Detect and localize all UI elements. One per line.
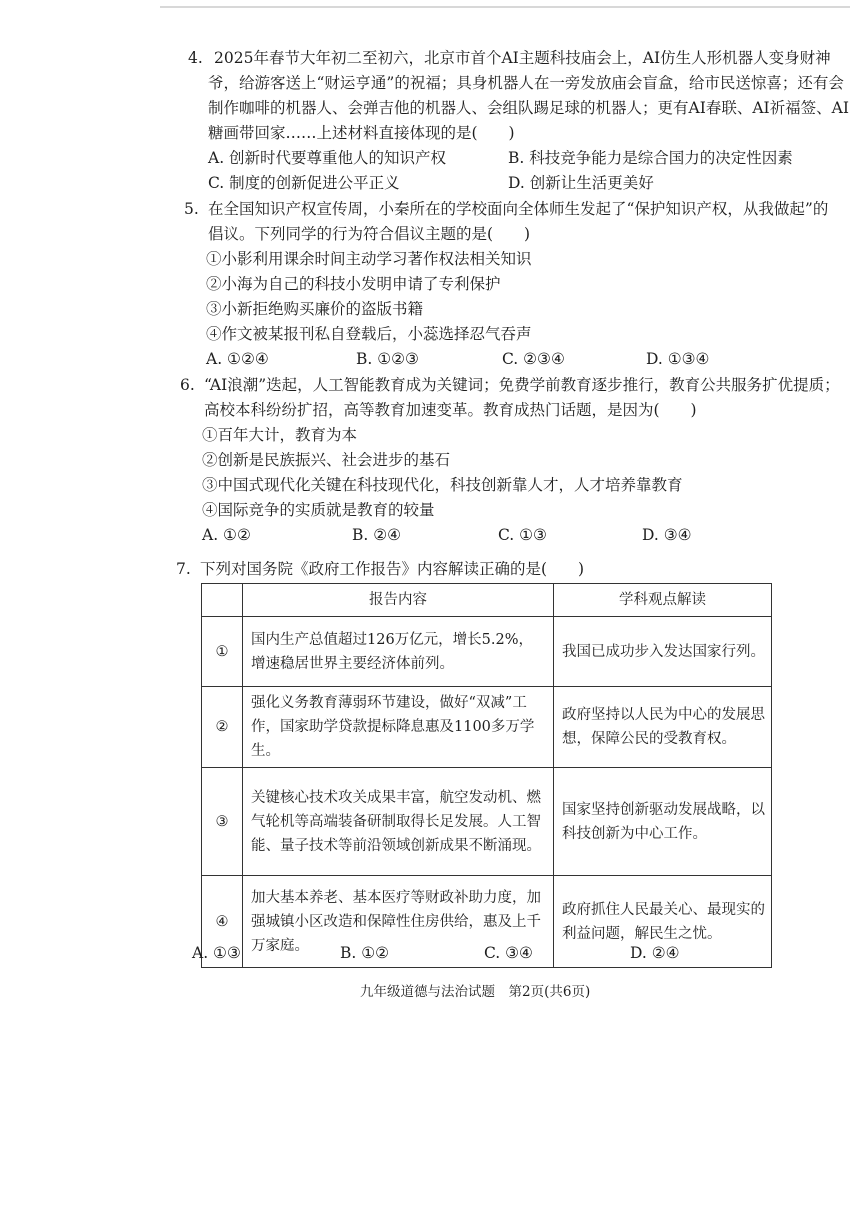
option-b[interactable]: B. ①②③ <box>356 350 419 368</box>
question-text-line: 在全国知识产权宣传周，小秦所在的学校面向全体师生发起了“保护知识产权，从我做起”的 <box>208 200 829 218</box>
question-number: 4. <box>188 49 203 67</box>
row-index: ④ <box>202 876 243 968</box>
option-a[interactable]: A. ①③ <box>192 944 241 962</box>
view-cell: 政府抓住人民最关心、最现实的利益问题，解民生之忧。 <box>554 876 772 968</box>
question-text-line: 糖画带回家……上述材料直接体现的是( ) <box>208 124 515 142</box>
statement-item: ①小影利用课余时间主动学习著作权法相关知识 <box>206 250 532 268</box>
statement-item: ③小新拒绝购买廉价的盗版书籍 <box>206 300 424 318</box>
table-header-cell <box>202 584 243 617</box>
question-number: 6. <box>180 376 195 394</box>
view-cell: 政府坚持以人民为中心的发展思想，保障公民的受教育权。 <box>554 687 772 768</box>
question-text-line: 爷，给游客送上“财运亨通”的祝福；具身机器人在一旁发放庙会盲盒，给市民送惊喜；还有会 <box>208 74 844 92</box>
row-index: ② <box>202 687 243 768</box>
report-table <box>201 583 772 968</box>
table-row <box>202 617 772 687</box>
view-cell: 我国已成功步入发达国家行列。 <box>554 617 772 687</box>
question-text-line: 制作咖啡的机器人、会弹吉他的机器人、会组队踢足球的机器人；更有AI春联、AI祈福签、AI <box>208 99 849 117</box>
question-text-line: “AI浪潮”迭起，人工智能教育成为关键词；免费学前教育逐步推行，教育公共服务扩优提质； <box>204 376 840 394</box>
options-row <box>190 171 830 196</box>
statement-item: ②小海为自己的科技小发明申请了专利保护 <box>206 275 501 293</box>
scan-edge-line <box>160 6 850 8</box>
statement-item: ④作文被某报刊私自登载后，小蕊选择忍气吞声 <box>206 325 532 343</box>
row-index: ① <box>202 617 243 687</box>
question-5 <box>184 197 834 372</box>
report-content-cell: 加大基本养老、基本医疗等财政补助力度，加强城镇小区改造和保障性住房供给，惠及上千万家庭。 <box>243 876 554 968</box>
options-row <box>190 146 830 171</box>
options-row <box>180 523 830 548</box>
report-content-cell: 强化义务教育薄弱环节建设，做好“双减”工作，国家助学贷款提标降息惠及1100多万学生。 <box>243 687 554 768</box>
question-text-line: 倡议。下列同学的行为符合倡议主题的是( ) <box>208 225 531 243</box>
options-row <box>192 944 812 969</box>
statement-item: ④国际竞争的实质就是教育的较量 <box>202 501 435 519</box>
option-d[interactable]: D. ③④ <box>642 526 692 544</box>
option-c[interactable]: C. ②③④ <box>502 350 565 368</box>
question-text-line: 2025年春节大年初二至初六，北京市首个AI主题科技庙会上，AI仿生人形机器人变身财神 <box>214 49 831 67</box>
question-6 <box>180 373 840 548</box>
view-cell: 国家坚持创新驱动发展战略，以科技创新为中心工作。 <box>554 768 772 876</box>
page-footer: 九年级道德与法治试题 第2页(共6页) <box>360 984 591 1000</box>
options-row <box>184 347 834 372</box>
report-content-cell: 关键核心技术攻关成果丰富，航空发动机、燃气轮机等高端装备研制取得长足发展。人工智能、量子技术等前沿领域创新成果不断涌现。 <box>243 768 554 876</box>
option-a[interactable]: A. 创新时代要尊重他人的知识产权 <box>208 149 447 167</box>
question-4 <box>188 46 849 196</box>
table-header-cell: 报告内容 <box>243 584 554 617</box>
option-d[interactable]: D. ②④ <box>630 944 680 962</box>
table-row <box>202 687 772 768</box>
table-header-row <box>202 584 772 617</box>
option-a[interactable]: A. ①②④ <box>206 350 269 368</box>
option-c[interactable]: C. ①③ <box>498 526 547 544</box>
option-b[interactable]: B. ②④ <box>352 526 402 544</box>
report-content-cell: 国内生产总值超过126万亿元，增长5.2%，增速稳居世界主要经济体前列。 <box>243 617 554 687</box>
statement-item: ③中国式现代化关键在科技现代化，科技创新靠人才，人才培养靠教育 <box>202 476 683 494</box>
option-b[interactable]: B. 科技竞争能力是综合国力的决定性因素 <box>508 149 793 167</box>
option-c[interactable]: C. 制度的创新促进公平正义 <box>208 174 400 192</box>
statement-item: ①百年大计，教育为本 <box>202 426 358 444</box>
option-d[interactable]: D. ①③④ <box>646 350 710 368</box>
option-a[interactable]: A. ①② <box>202 526 251 544</box>
question-stem: 下列对国务院《政府工作报告》内容解读正确的是( ) <box>200 560 585 578</box>
row-index: ③ <box>202 768 243 876</box>
statement-item: ②创新是民族振兴、社会进步的基石 <box>202 451 451 469</box>
question-text-line: 高校本科纷纷扩招，高等教育加速变革。教育成热门话题，是因为( ) <box>204 401 697 419</box>
question-number: 5. <box>184 200 199 218</box>
question-7 <box>176 557 826 582</box>
option-c[interactable]: C. ③④ <box>484 944 533 962</box>
table-header-cell: 学科观点解读 <box>554 584 772 617</box>
option-b[interactable]: B. ①② <box>340 944 390 962</box>
question-number: 7. <box>176 560 191 578</box>
option-d[interactable]: D. 创新让生活更美好 <box>508 174 654 192</box>
table-row <box>202 768 772 876</box>
